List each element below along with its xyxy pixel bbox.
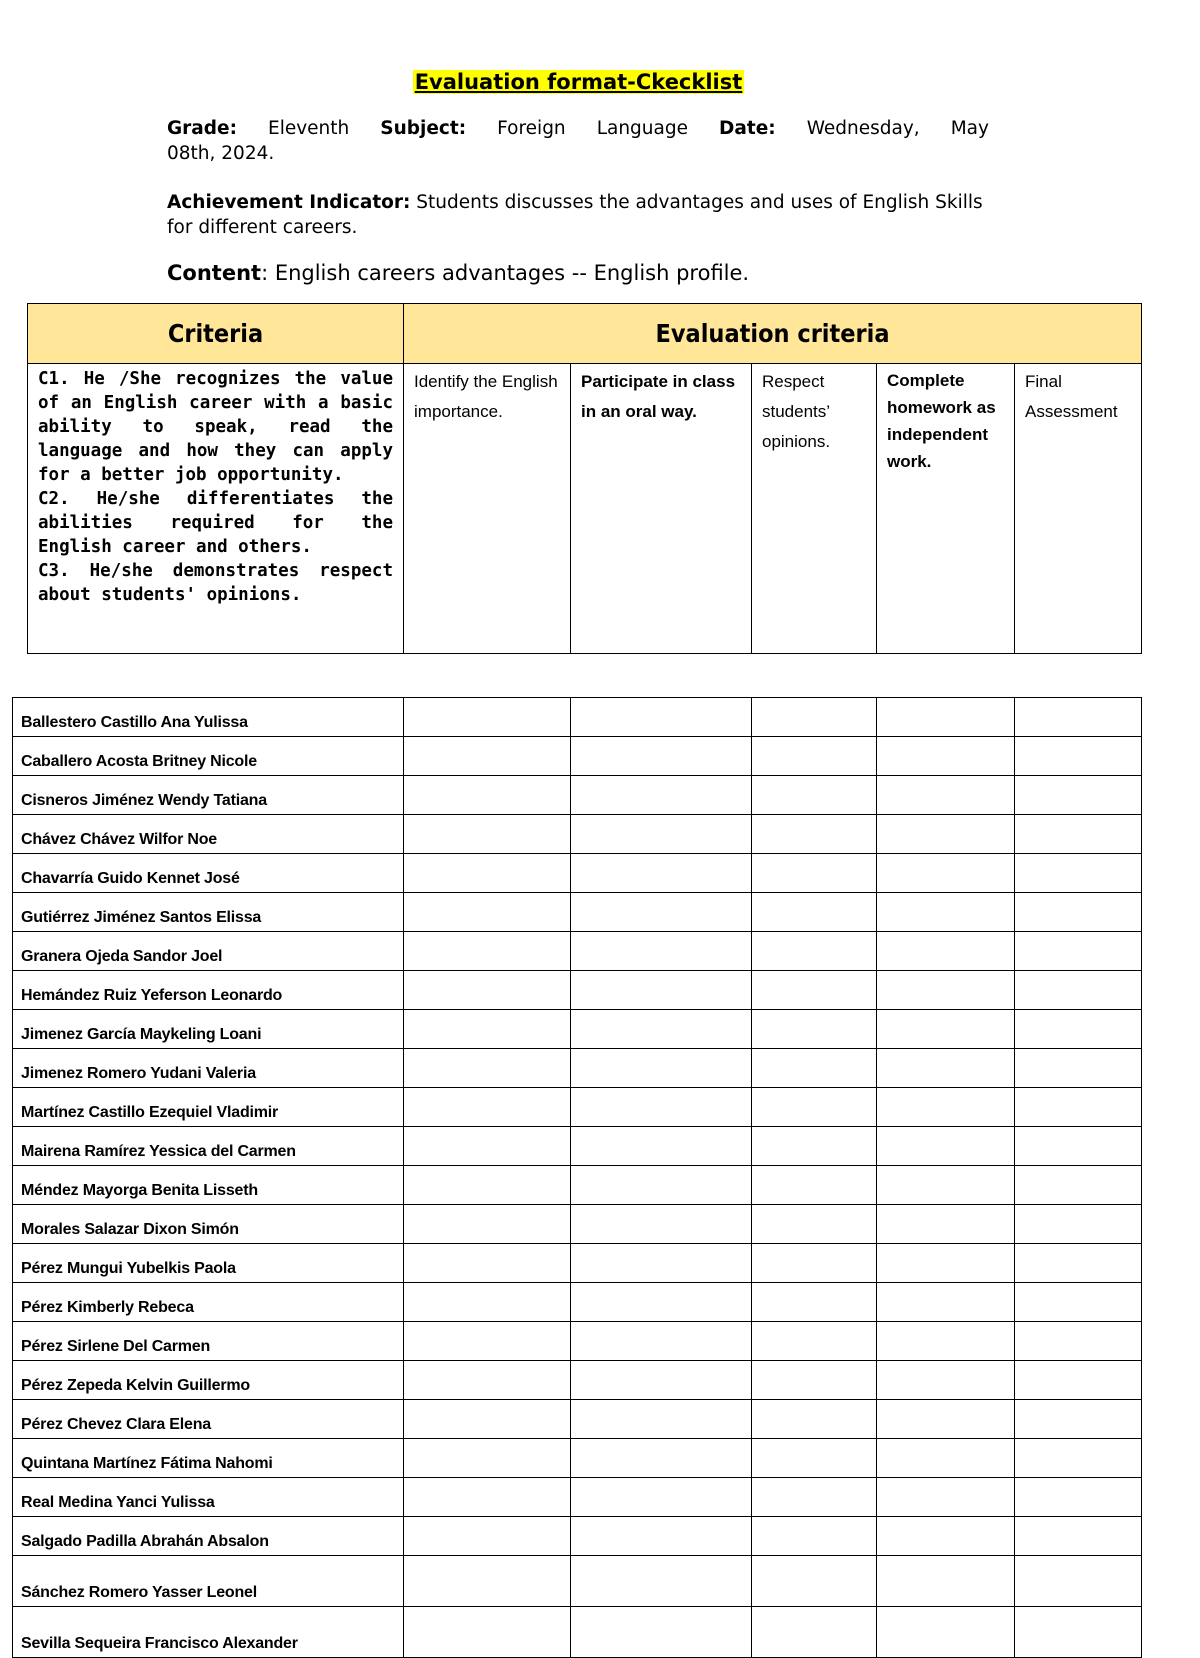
table-row [13, 1088, 1142, 1127]
check-cell[interactable] [1015, 1049, 1142, 1088]
table-row [13, 1439, 1142, 1478]
check-cell[interactable] [404, 1166, 571, 1205]
student-name: Gutiérrez Jiménez Santos Elissa [13, 893, 404, 932]
student-name: Morales Salazar Dixon Simón [13, 1205, 404, 1244]
check-cell[interactable] [1015, 737, 1142, 776]
check-cell[interactable] [404, 1088, 571, 1127]
check-cell[interactable] [752, 1361, 877, 1400]
check-cell[interactable] [404, 1439, 571, 1478]
check-cell[interactable] [404, 1517, 571, 1556]
check-cell[interactable] [404, 1556, 571, 1607]
check-cell[interactable] [571, 1010, 752, 1049]
check-cell[interactable] [877, 1478, 1015, 1517]
student-name: Mairena Ramírez Yessica del Carmen [13, 1127, 404, 1166]
student-name: Pérez Mungui Yubelkis Paola [13, 1244, 404, 1283]
check-cell[interactable] [752, 1049, 877, 1088]
check-cell[interactable] [571, 1400, 752, 1439]
check-cell[interactable] [571, 698, 752, 737]
table-row [13, 1400, 1142, 1439]
criterion-c3: C3. He/she demonstrates respect about students' opinions. [38, 561, 393, 605]
check-cell[interactable] [571, 932, 752, 971]
check-cell[interactable] [404, 1010, 571, 1049]
student-name: Caballero Acosta Britney Nicole [13, 737, 404, 776]
check-cell[interactable] [404, 932, 571, 971]
check-cell[interactable] [571, 776, 752, 815]
check-cell[interactable] [877, 1205, 1015, 1244]
check-cell[interactable] [404, 854, 571, 893]
column-identify-importance: Identify the English importance. [404, 364, 571, 654]
check-cell[interactable] [571, 1166, 752, 1205]
table-row [13, 932, 1142, 971]
check-cell[interactable] [752, 776, 877, 815]
check-cell[interactable] [752, 1322, 877, 1361]
check-cell[interactable] [571, 1049, 752, 1088]
student-name: Salgado Padilla Abrahán Absalon [13, 1517, 404, 1556]
table-row [13, 971, 1142, 1010]
table-row [13, 1361, 1142, 1400]
check-cell[interactable] [877, 776, 1015, 815]
check-cell[interactable] [1015, 1361, 1142, 1400]
student-name: Real Medina Yanci Yulissa [13, 1478, 404, 1517]
table-row [13, 893, 1142, 932]
student-name: Pérez Chevez Clara Elena [13, 1400, 404, 1439]
check-cell[interactable] [1015, 698, 1142, 737]
content-value: : English careers advantages -- English profile. [261, 261, 750, 285]
check-cell[interactable] [877, 971, 1015, 1010]
check-cell[interactable] [1015, 1088, 1142, 1127]
check-cell[interactable] [571, 893, 752, 932]
grade-label: Grade: [167, 118, 237, 139]
check-cell[interactable] [571, 1517, 752, 1556]
check-cell[interactable] [877, 1244, 1015, 1283]
check-cell[interactable] [877, 1010, 1015, 1049]
check-cell[interactable] [877, 1283, 1015, 1322]
achievement-indicator [167, 190, 989, 240]
achievement-label: Achievement Indicator: [167, 192, 411, 213]
check-cell[interactable] [571, 737, 752, 776]
check-cell[interactable] [877, 1517, 1015, 1556]
check-cell[interactable] [571, 1088, 752, 1127]
check-cell[interactable] [752, 815, 877, 854]
check-cell[interactable] [877, 815, 1015, 854]
table-row [13, 1322, 1142, 1361]
student-name: Pérez Sirlene Del Carmen [13, 1322, 404, 1361]
check-cell[interactable] [404, 1361, 571, 1400]
check-cell[interactable] [1015, 893, 1142, 932]
check-cell[interactable] [752, 1400, 877, 1439]
check-cell[interactable] [571, 1439, 752, 1478]
check-cell[interactable] [571, 1127, 752, 1166]
table-row [13, 1127, 1142, 1166]
check-cell[interactable] [752, 1478, 877, 1517]
table-row [13, 1244, 1142, 1283]
student-name: Sánchez Romero Yasser Leonel [13, 1556, 404, 1607]
check-cell[interactable] [752, 1283, 877, 1322]
table-row [13, 1010, 1142, 1049]
check-cell[interactable] [1015, 1556, 1142, 1607]
check-cell[interactable] [1015, 1517, 1142, 1556]
check-cell[interactable] [877, 698, 1015, 737]
check-cell[interactable] [752, 737, 877, 776]
check-cell[interactable] [1015, 971, 1142, 1010]
check-cell[interactable] [1015, 1244, 1142, 1283]
student-name: Chavarría Guido Kennet José [13, 854, 404, 893]
check-cell[interactable] [877, 1088, 1015, 1127]
check-cell[interactable] [571, 1322, 752, 1361]
grade-value: Eleventh [268, 118, 350, 139]
check-cell[interactable] [752, 1244, 877, 1283]
check-cell[interactable] [571, 1361, 752, 1400]
check-cell[interactable] [1015, 815, 1142, 854]
subject-label: Subject: [380, 118, 467, 139]
criterion-c1: C1. He /She recognizes the value of an English career with a basic ability to speak, read the language and how they can apply for a better job opportunity. [38, 369, 393, 485]
check-cell[interactable] [752, 1607, 877, 1658]
student-name: Sevilla Sequeira Francisco Alexander [13, 1607, 404, 1658]
check-cell[interactable] [571, 1556, 752, 1607]
check-cell[interactable] [404, 1400, 571, 1439]
table-row [13, 1556, 1142, 1607]
check-cell[interactable] [571, 1607, 752, 1658]
grade-subject-date-line [167, 116, 989, 141]
check-cell[interactable] [571, 1478, 752, 1517]
table-row [13, 1049, 1142, 1088]
subject-value: Foreign Language [497, 118, 688, 139]
student-name: Pérez Zepeda Kelvin Guillermo [13, 1361, 404, 1400]
check-cell[interactable] [1015, 1127, 1142, 1166]
table-row [13, 854, 1142, 893]
check-cell[interactable] [1015, 1478, 1142, 1517]
check-cell[interactable] [1015, 1607, 1142, 1658]
check-cell[interactable] [571, 971, 752, 1010]
check-cell[interactable] [1015, 1166, 1142, 1205]
content-line [167, 259, 989, 287]
date-value: Wednesday, May [806, 118, 989, 139]
student-name: Quintana Martínez Fátima Nahomi [13, 1439, 404, 1478]
check-cell[interactable] [404, 815, 571, 854]
check-cell[interactable] [404, 1205, 571, 1244]
check-cell[interactable] [752, 893, 877, 932]
student-name: Hemández Ruiz Yeferson Leonardo [13, 971, 404, 1010]
check-cell[interactable] [404, 893, 571, 932]
student-name: Jimenez Romero Yudani Valeria [13, 1049, 404, 1088]
check-cell[interactable] [571, 1205, 752, 1244]
student-name: Martínez Castillo Ezequiel Vladimir [13, 1088, 404, 1127]
check-cell[interactable] [877, 854, 1015, 893]
check-cell[interactable] [1015, 1439, 1142, 1478]
check-cell[interactable] [571, 1283, 752, 1322]
table-row [13, 776, 1142, 815]
check-cell[interactable] [404, 1049, 571, 1088]
check-cell[interactable] [877, 932, 1015, 971]
content-label: Content [167, 261, 262, 285]
check-cell[interactable] [1015, 1322, 1142, 1361]
check-cell[interactable] [877, 1322, 1015, 1361]
student-name: Pérez Kimberly Rebeca [13, 1283, 404, 1322]
check-cell[interactable] [1015, 932, 1142, 971]
check-cell[interactable] [752, 1088, 877, 1127]
check-cell[interactable] [877, 737, 1015, 776]
date-label: Date: [719, 118, 776, 139]
check-cell[interactable] [877, 1166, 1015, 1205]
student-checklist-table [12, 697, 1142, 1658]
check-cell[interactable] [752, 1517, 877, 1556]
criteria-header: Criteria [28, 304, 404, 364]
student-name: Chávez Chávez Wilfor Noe [13, 815, 404, 854]
check-cell[interactable] [877, 1607, 1015, 1658]
criteria-table [27, 303, 1142, 654]
check-cell[interactable] [571, 854, 752, 893]
check-cell[interactable] [752, 971, 877, 1010]
check-cell[interactable] [404, 1322, 571, 1361]
criterion-c2: C2. He/she differentiates the abilities required for the English career and others. [38, 489, 393, 557]
table-row [13, 1607, 1142, 1658]
check-cell[interactable] [404, 1127, 571, 1166]
student-name: Ballestero Castillo Ana Yulissa [13, 698, 404, 737]
table-row [13, 1517, 1142, 1556]
criteria-description [28, 364, 404, 654]
table-row [13, 1478, 1142, 1517]
check-cell[interactable] [404, 971, 571, 1010]
column-complete-homework: Complete homework as independent work. [877, 364, 1015, 654]
document-title: Evaluation format-Ckecklist [414, 70, 743, 94]
table-row [13, 737, 1142, 776]
check-cell[interactable] [571, 815, 752, 854]
check-cell[interactable] [877, 893, 1015, 932]
check-cell[interactable] [752, 854, 877, 893]
check-cell[interactable] [1015, 776, 1142, 815]
check-cell[interactable] [752, 932, 877, 971]
column-respect-opinions: Respect students’ opinions. [752, 364, 877, 654]
check-cell[interactable] [404, 1478, 571, 1517]
check-cell[interactable] [877, 1361, 1015, 1400]
check-cell[interactable] [1015, 1010, 1142, 1049]
check-cell[interactable] [1015, 1205, 1142, 1244]
achievement-value: Students discusses the advantages and uses of English Skills for different careers. [167, 192, 983, 238]
column-participate-orally: Participate in class in an oral way. [571, 364, 752, 654]
check-cell[interactable] [1015, 1283, 1142, 1322]
check-cell[interactable] [404, 698, 571, 737]
student-name: Méndez Mayorga Benita Lisseth [13, 1166, 404, 1205]
table-row [13, 1166, 1142, 1205]
check-cell[interactable] [404, 1244, 571, 1283]
table-row [13, 1283, 1142, 1322]
student-name: Jimenez García Maykeling Loani [13, 1010, 404, 1049]
check-cell[interactable] [1015, 1400, 1142, 1439]
check-cell[interactable] [404, 737, 571, 776]
table-row [13, 698, 1142, 737]
check-cell[interactable] [752, 1556, 877, 1607]
student-name: Granera Ojeda Sandor Joel [13, 932, 404, 971]
check-cell[interactable] [752, 1439, 877, 1478]
check-cell[interactable] [752, 698, 877, 737]
check-cell[interactable] [752, 1127, 877, 1166]
evaluation-criteria-header: Evaluation criteria [404, 304, 1142, 364]
check-cell[interactable] [877, 1400, 1015, 1439]
check-cell[interactable] [752, 1010, 877, 1049]
check-cell[interactable] [877, 1049, 1015, 1088]
table-row [13, 815, 1142, 854]
date-value-continued: 08th, 2024. [167, 143, 275, 164]
student-name: Cisneros Jiménez Wendy Tatiana [13, 776, 404, 815]
check-cell[interactable] [1015, 854, 1142, 893]
check-cell[interactable] [752, 1205, 877, 1244]
check-cell[interactable] [752, 1166, 877, 1205]
check-cell[interactable] [404, 1607, 571, 1658]
check-cell[interactable] [404, 776, 571, 815]
check-cell[interactable] [571, 1244, 752, 1283]
check-cell[interactable] [877, 1439, 1015, 1478]
column-final-assessment: Final Assessment [1015, 364, 1142, 654]
check-cell[interactable] [404, 1283, 571, 1322]
check-cell[interactable] [877, 1127, 1015, 1166]
check-cell[interactable] [877, 1556, 1015, 1607]
table-row [13, 1205, 1142, 1244]
